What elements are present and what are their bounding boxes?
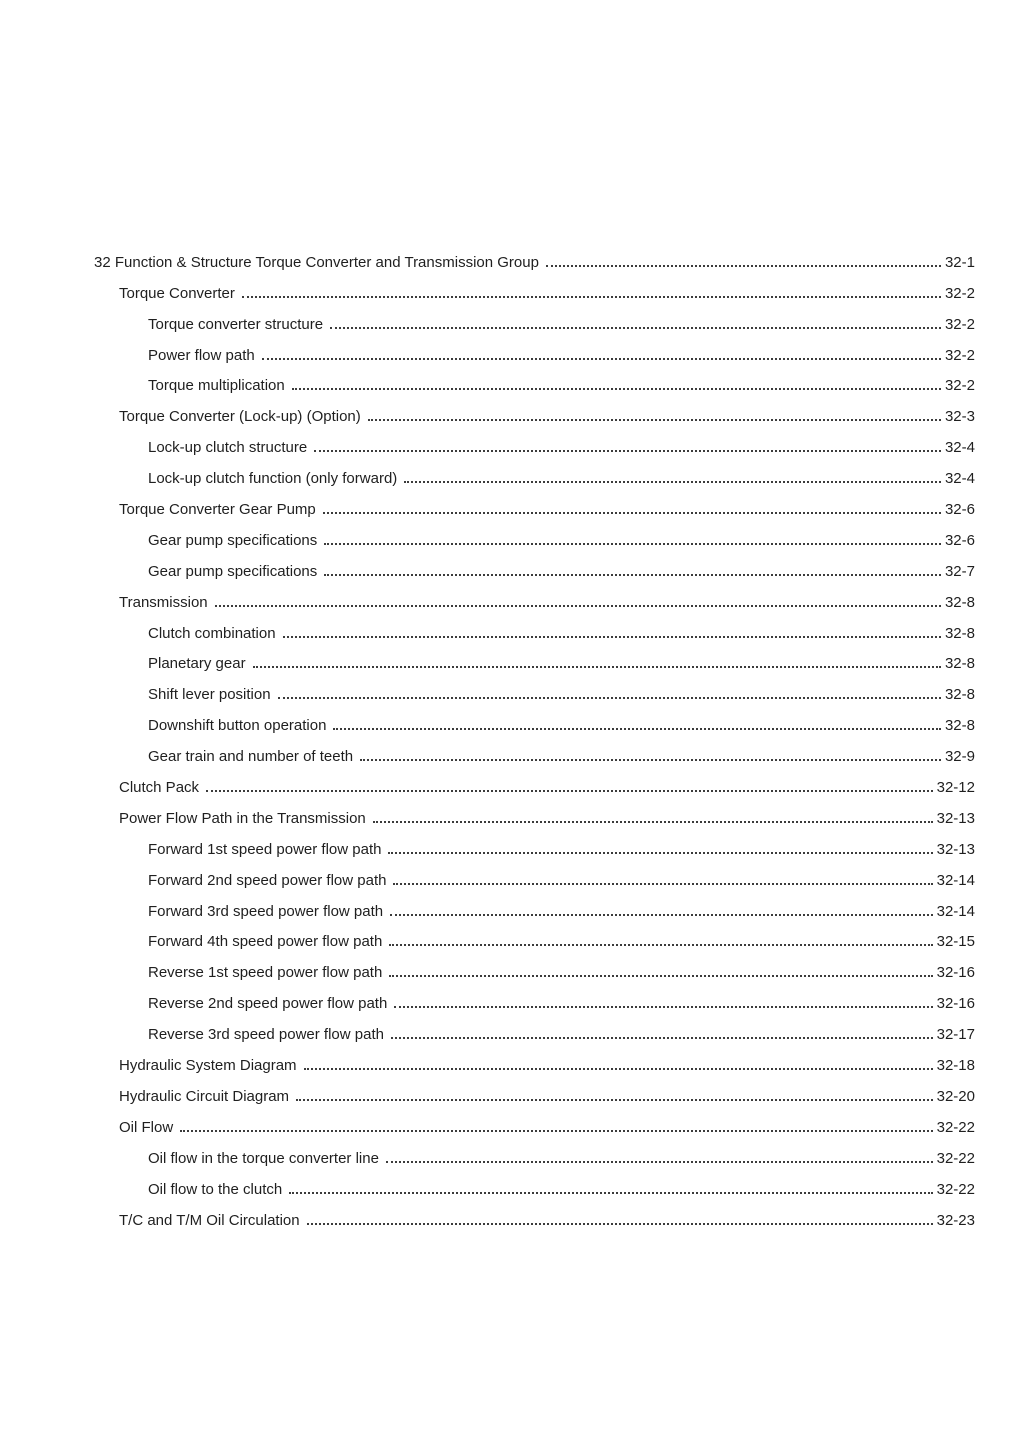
toc-entry bbox=[94, 426, 975, 457]
toc-entry-page-number: 32-8 bbox=[944, 717, 975, 735]
toc-entry-label: Clutch Pack bbox=[119, 779, 200, 797]
dot-leader bbox=[386, 1161, 933, 1163]
toc-entry-label: Torque Converter Gear Pump bbox=[119, 501, 316, 519]
toc-entry bbox=[94, 1168, 975, 1199]
toc-entry-label: Planetary gear bbox=[148, 655, 246, 673]
toc-entry bbox=[94, 303, 975, 334]
toc-entry-page-number: 32-20 bbox=[936, 1087, 975, 1105]
toc-entry-label: Oil Flow bbox=[119, 1118, 174, 1136]
toc-entry-page-number: 32-3 bbox=[944, 408, 975, 426]
dot-leader bbox=[180, 1130, 932, 1132]
toc-entry-page-number: 32-22 bbox=[936, 1118, 975, 1136]
dot-leader bbox=[292, 388, 941, 390]
dot-leader bbox=[296, 1099, 933, 1101]
toc-entry-page-number: 32-8 bbox=[944, 593, 975, 611]
toc-entry-page-number: 32-4 bbox=[944, 470, 975, 488]
toc-entry-label: T/C and T/M Oil Circulation bbox=[119, 1211, 300, 1229]
toc-entry-page-number: 32-16 bbox=[936, 995, 975, 1013]
dot-leader bbox=[253, 666, 941, 668]
dot-leader bbox=[215, 605, 941, 607]
toc-entry-page-number: 32-4 bbox=[944, 439, 975, 457]
dot-leader bbox=[360, 759, 941, 761]
toc-entry bbox=[94, 1106, 975, 1137]
toc-entry bbox=[94, 982, 975, 1013]
toc-entry-page-number: 32-2 bbox=[944, 346, 975, 364]
dot-leader bbox=[278, 697, 941, 699]
toc-entry bbox=[94, 334, 975, 365]
dot-leader bbox=[262, 358, 941, 360]
toc-entry bbox=[94, 241, 975, 272]
toc-entry bbox=[94, 828, 975, 859]
dot-leader bbox=[394, 1006, 932, 1008]
dot-leader bbox=[242, 296, 941, 298]
toc-entry-label: Lock-up clutch function (only forward) bbox=[148, 470, 398, 488]
toc-entry-label: Shift lever position bbox=[148, 686, 271, 704]
dot-leader bbox=[389, 975, 932, 977]
toc-entry-page-number: 32-2 bbox=[944, 315, 975, 333]
toc-entry bbox=[94, 859, 975, 890]
toc-entry-label: Lock-up clutch structure bbox=[148, 439, 308, 457]
toc-entry bbox=[94, 1075, 975, 1106]
dot-leader bbox=[307, 1223, 933, 1225]
toc-entry-page-number: 32-17 bbox=[936, 1026, 975, 1044]
toc-entry-label: Transmission bbox=[119, 593, 208, 611]
toc-entry-page-number: 32-13 bbox=[936, 809, 975, 827]
toc-entry bbox=[94, 457, 975, 488]
toc-entry-label: Downshift button operation bbox=[148, 717, 327, 735]
dot-leader bbox=[283, 636, 941, 638]
toc-entry-label: Forward 3rd speed power flow path bbox=[148, 902, 384, 920]
toc-entry-label: Reverse 2nd speed power flow path bbox=[148, 995, 388, 1013]
toc-entry-label: Hydraulic Circuit Diagram bbox=[119, 1087, 290, 1105]
toc-entry bbox=[94, 519, 975, 550]
toc-entry bbox=[94, 673, 975, 704]
dot-leader bbox=[391, 1037, 933, 1039]
toc-entry-page-number: 32-7 bbox=[944, 562, 975, 580]
dot-leader bbox=[330, 327, 941, 329]
toc-entry-page-number: 32-14 bbox=[936, 871, 975, 889]
toc-entry bbox=[94, 1137, 975, 1168]
toc-entry-page-number: 32-15 bbox=[936, 933, 975, 951]
dot-leader bbox=[323, 512, 941, 514]
dot-leader bbox=[404, 481, 941, 483]
toc-entry-page-number: 32-18 bbox=[936, 1057, 975, 1075]
dot-leader bbox=[304, 1068, 933, 1070]
toc-entry-label: Torque Converter bbox=[119, 284, 235, 302]
toc-entry bbox=[94, 643, 975, 674]
dot-leader bbox=[314, 450, 941, 452]
toc-entry bbox=[94, 766, 975, 797]
dot-leader bbox=[393, 883, 932, 885]
toc-entry-page-number: 32-22 bbox=[936, 1180, 975, 1198]
toc-entry-label: Forward 4th speed power flow path bbox=[148, 933, 383, 951]
toc-entry bbox=[94, 395, 975, 426]
toc-entry-label: 32 Function & Structure Torque Converter and Transmission Group bbox=[94, 253, 539, 271]
toc-entry bbox=[94, 581, 975, 612]
toc-entry-label: Power Flow Path in the Transmission bbox=[119, 809, 366, 827]
toc-entry-label: Torque Converter (Lock-up) (Option) bbox=[119, 408, 361, 426]
toc-entry-label: Forward 1st speed power flow path bbox=[148, 840, 382, 858]
toc-entry-label: Clutch combination bbox=[148, 624, 276, 642]
toc-entry bbox=[94, 735, 975, 766]
toc-entry bbox=[94, 550, 975, 581]
toc-entry bbox=[94, 488, 975, 519]
toc-entry-page-number: 32-8 bbox=[944, 686, 975, 704]
dot-leader bbox=[289, 1192, 932, 1194]
toc-entry-label: Torque multiplication bbox=[148, 377, 285, 395]
dot-leader bbox=[206, 790, 933, 792]
toc-entry-page-number: 32-12 bbox=[936, 779, 975, 797]
toc-entry-page-number: 32-16 bbox=[936, 964, 975, 982]
toc-entry-label: Gear pump specifications bbox=[148, 531, 318, 549]
toc-entry-page-number: 32-8 bbox=[944, 655, 975, 673]
table-of-contents bbox=[94, 241, 975, 1230]
toc-entry bbox=[94, 365, 975, 396]
dot-leader bbox=[390, 914, 933, 916]
dot-leader bbox=[368, 419, 941, 421]
toc-entry-label: Reverse 3rd speed power flow path bbox=[148, 1026, 384, 1044]
toc-entry-page-number: 32-6 bbox=[944, 501, 975, 519]
toc-entry-page-number: 32-23 bbox=[936, 1211, 975, 1229]
toc-entry-page-number: 32-1 bbox=[944, 253, 975, 271]
toc-entry-page-number: 32-9 bbox=[944, 748, 975, 766]
dot-leader bbox=[546, 265, 941, 267]
toc-entry bbox=[94, 1013, 975, 1044]
toc-entry bbox=[94, 797, 975, 828]
toc-entry-label: Power flow path bbox=[148, 346, 255, 364]
toc-entry-page-number: 32-2 bbox=[944, 377, 975, 395]
toc-entry-label: Torque converter structure bbox=[148, 315, 324, 333]
toc-entry-label: Gear pump specifications bbox=[148, 562, 318, 580]
toc-entry-label: Forward 2nd speed power flow path bbox=[148, 871, 387, 889]
toc-entry-label: Oil flow to the clutch bbox=[148, 1180, 283, 1198]
toc-entry-label: Gear train and number of teeth bbox=[148, 748, 354, 766]
dot-leader bbox=[324, 543, 941, 545]
toc-entry-label: Reverse 1st speed power flow path bbox=[148, 964, 383, 982]
toc-entry bbox=[94, 1199, 975, 1230]
toc-entry-label: Oil flow in the torque converter line bbox=[148, 1149, 379, 1167]
toc-entry bbox=[94, 612, 975, 643]
toc-entry-page-number: 32-22 bbox=[936, 1149, 975, 1167]
toc-entry-page-number: 32-14 bbox=[936, 902, 975, 920]
toc-entry bbox=[94, 704, 975, 735]
toc-entry-label: Hydraulic System Diagram bbox=[119, 1057, 297, 1075]
dot-leader bbox=[389, 944, 932, 946]
toc-entry bbox=[94, 272, 975, 303]
dot-leader bbox=[324, 574, 941, 576]
dot-leader bbox=[388, 852, 932, 854]
toc-entry bbox=[94, 890, 975, 921]
dot-leader bbox=[333, 728, 941, 730]
toc-entry-page-number: 32-13 bbox=[936, 840, 975, 858]
toc-entry-page-number: 32-8 bbox=[944, 624, 975, 642]
dot-leader bbox=[373, 821, 933, 823]
toc-entry bbox=[94, 951, 975, 982]
toc-entry bbox=[94, 1044, 975, 1075]
toc-entry bbox=[94, 921, 975, 952]
toc-entry-page-number: 32-2 bbox=[944, 284, 975, 302]
toc-entry-page-number: 32-6 bbox=[944, 531, 975, 549]
